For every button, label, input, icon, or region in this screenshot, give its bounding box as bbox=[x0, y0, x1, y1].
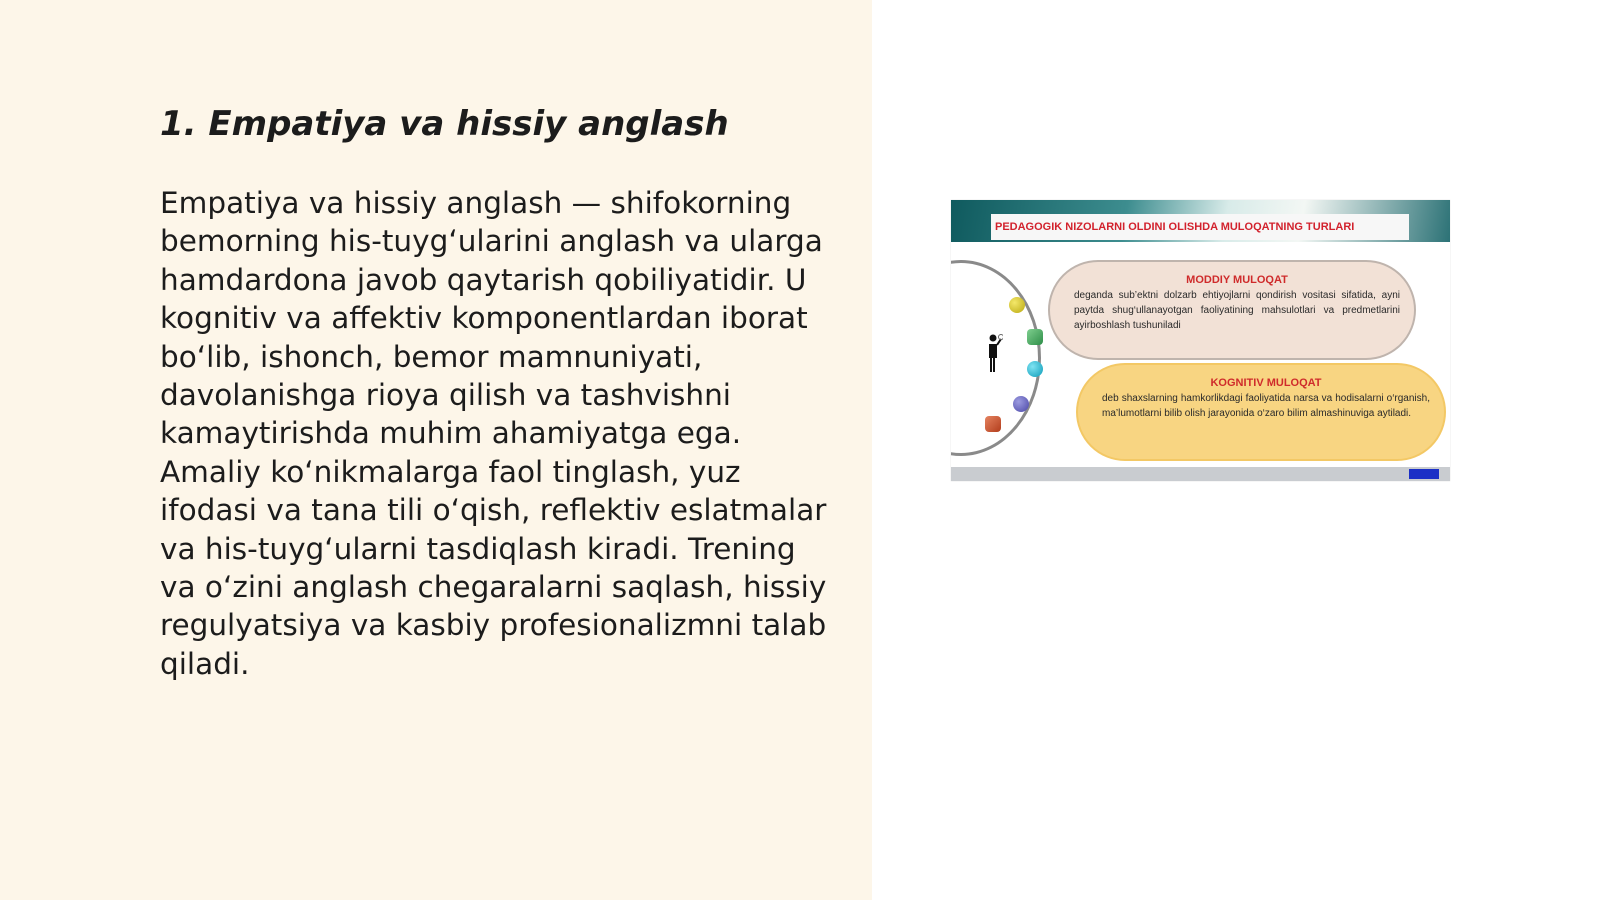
moddiy-muloqat-heading: MODDIY MULOQAT bbox=[1186, 274, 1288, 286]
kognitiv-muloqat-text: deb shaxslarning hamkorlikdagi faoliyatida narsa va hodisalarni o‘rganish, ma’lumotlarni bilib olish jarayonida o‘zaro bilim almashinuviga aytiladi. bbox=[1102, 393, 1430, 419]
slide-footer-band bbox=[951, 467, 1450, 481]
slide-footer-mark bbox=[1409, 469, 1439, 479]
red-cube-icon bbox=[985, 416, 1001, 432]
person-icon bbox=[987, 334, 1003, 374]
slide-title: 1. Empatiya va hissiy anglash bbox=[160, 104, 729, 144]
slide-body-text: Empatiya va hissiy anglash — shifokorning bemorning his-tuyg‘ularini anglash va ularga hamdardona javob qaytarish qobiliyatidir. U kognitiv va affektiv komponentlardan iborat bo‘lib, ishonch, bemor mamnuniyati, davolanishga rioya qilish va tashvishni kamaytirishda muhim ahamiyatga ega. Amaliy ko‘nikmalarga faol tinglash, yuz ifodasi va tana tili o‘qish, reflektiv eslatmalar va his-tuyg‘ularni tasdiqlash kiradi. Trening va o‘zini anglash chegaralarni saqlash, hissiy regulyatsiya va kasbiy profesionalizmni talab qiladi. bbox=[160, 186, 827, 681]
embedded-slide-title: PEDAGOGIK NIZOLARNI OLDINI OLISHDA MULOQATNING TURLARI bbox=[991, 214, 1409, 240]
moddiy-muloqat-text: deganda sub’ektni dolzarb ehtiyojlarni qondirish vositasi sifatida, ayni paytda shug‘ullanayotgan faoliyatining mahsulotlari va predmetlarini ayirboshlash tushuniladi bbox=[1074, 290, 1400, 331]
yellow-ball-icon bbox=[1009, 297, 1025, 313]
embedded-slide-image bbox=[951, 200, 1450, 481]
cyan-ball-icon bbox=[1027, 361, 1043, 377]
kognitiv-muloqat-heading: KOGNITIV MULOQAT bbox=[1210, 377, 1322, 389]
moddiy-muloqat-box bbox=[1048, 260, 1416, 360]
purple-ball-icon bbox=[1013, 396, 1029, 412]
kognitiv-muloqat-box bbox=[1076, 363, 1446, 461]
green-cube-icon bbox=[1027, 329, 1043, 345]
